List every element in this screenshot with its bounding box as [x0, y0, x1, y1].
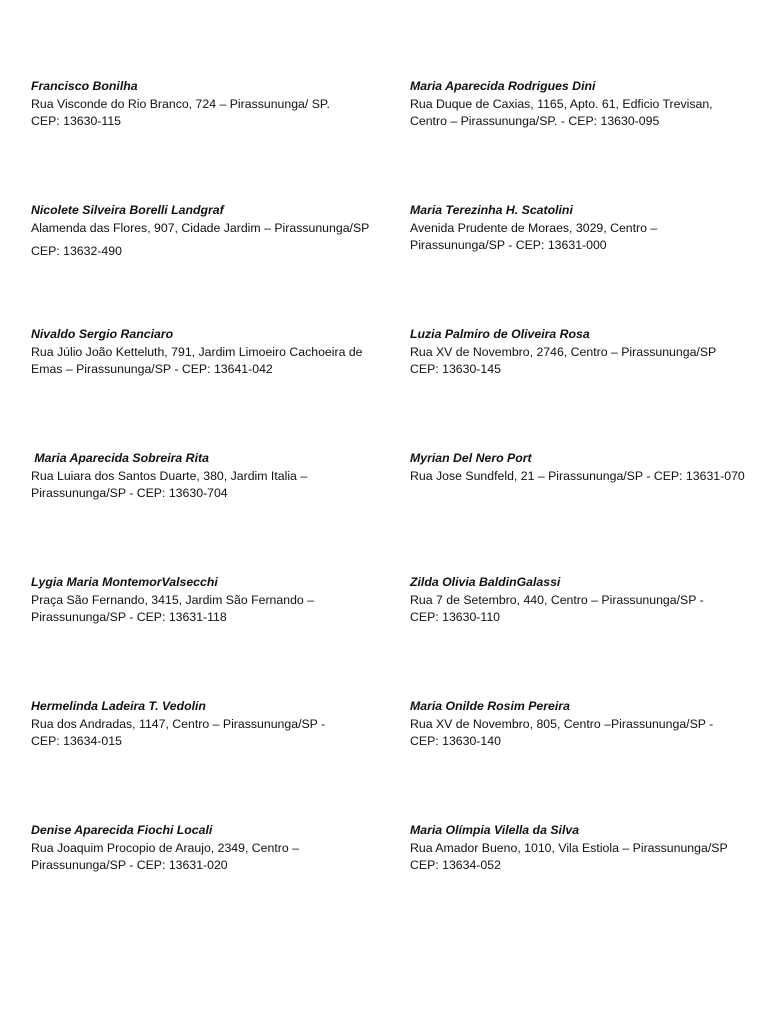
- address-entry: [410, 202, 657, 255]
- address-entry: [410, 698, 713, 751]
- entry-address-line: Centro – Pirassununga/SP. - CEP: 13630-095: [410, 114, 660, 128]
- address-entry: [410, 326, 716, 379]
- address-entry: [31, 450, 307, 503]
- address-entry: [31, 698, 325, 751]
- entry-address-line: Rua XV de Novembro, 805, Centro –Pirassununga/SP -: [410, 716, 714, 731]
- entry-name: Maria Onilde Rosim Pereira: [410, 699, 570, 713]
- address-entry: [410, 822, 728, 875]
- entry-address-line: Rua Duque de Caxias, 1165, Apto. 61, Edficio Trevisan,: [410, 96, 713, 111]
- entry-address-line: CEP: 13630-115: [31, 114, 122, 128]
- entry-name: Nivaldo Sergio Ranciaro: [31, 327, 174, 341]
- address-entry: [31, 78, 330, 131]
- entry-address-line: Rua Luiara dos Santos Duarte, 380, Jardim Italia –: [31, 468, 308, 483]
- address-entry: [31, 822, 299, 875]
- entry-address-line: Emas – Pirassununga/SP - CEP: 13641-042: [31, 362, 273, 376]
- address-entry: [31, 574, 314, 627]
- address-entry: [31, 326, 363, 379]
- entry-name: Maria Aparecida Rodrigues Dini: [410, 79, 596, 93]
- entry-name: Maria Aparecida Sobreira Rita: [31, 451, 209, 465]
- entry-name: Nicolete Silveira Borelli Landgraf: [31, 203, 224, 217]
- entry-address-line: CEP: 13632-490: [31, 244, 122, 258]
- entry-address-line: Pirassununga/SP - CEP: 13630-704: [31, 486, 228, 500]
- entry-address-line: Rua dos Andradas, 1147, Centro – Pirassununga/SP -: [31, 716, 326, 731]
- entry-address-line: Rua Júlio João Ketteluth, 791, Jardim Limoeiro Cachoeira de: [31, 344, 363, 359]
- entry-name: Denise Aparecida Fiochi Locali: [31, 823, 213, 837]
- entry-address-line: CEP: 13630-145: [410, 362, 501, 376]
- entry-name: Francisco Bonilha: [31, 79, 138, 93]
- entry-address-line: Pirassununga/SP - CEP: 13631-000: [410, 238, 607, 252]
- entry-address-line: Praça São Fernando, 3415, Jardim São Fernando –: [31, 592, 315, 607]
- address-entry: [410, 450, 745, 485]
- entry-name: Hermelinda Ladeira T. Vedolin: [31, 699, 206, 713]
- entry-name: Maria Terezinha H. Scatolini: [410, 203, 573, 217]
- address-entry: [410, 574, 704, 627]
- entry-address-line: Pirassununga/SP - CEP: 13631-020: [31, 858, 228, 872]
- entry-address-line: CEP: 13630-110: [410, 610, 501, 624]
- entry-name: Lygia Maria MontemorValsecchi: [31, 575, 218, 589]
- entry-address-line: Rua Joaquim Procopio de Araujo, 2349, Centro –: [31, 840, 299, 855]
- address-entry: [31, 202, 369, 261]
- entry-address-line: Rua 7 de Setembro, 440, Centro – Pirassununga/SP -: [410, 592, 704, 607]
- entry-address-line: CEP: 13634-052: [410, 858, 501, 872]
- entry-name: Zilda Olivia BaldinGalassi: [410, 575, 561, 589]
- entry-address-line: Rua Visconde do Rio Branco, 724 – Pirassununga/ SP.: [31, 96, 330, 111]
- entry-address-line: Avenida Prudente de Moraes, 3029, Centro –: [410, 220, 658, 235]
- entry-address-line: Rua Jose Sundfeld, 21 – Pirassununga/SP - CEP: 13631-070: [410, 468, 745, 483]
- entry-address-line: Pirassununga/SP - CEP: 13631-118: [31, 610, 227, 624]
- entry-name: Luzia Palmiro de Oliveira Rosa: [410, 327, 590, 341]
- entry-name: Myrian Del Nero Port: [410, 451, 532, 465]
- entry-name: Maria Olímpia Vilella da Silva: [410, 823, 580, 837]
- address-entry: [410, 78, 713, 131]
- entry-address-line: CEP: 13634-015: [31, 734, 122, 748]
- entry-address-line: Rua Amador Bueno, 1010, Vila Estiola – Pirassununga/SP: [410, 840, 728, 855]
- entry-address-line: Rua XV de Novembro, 2746, Centro – Pirassununga/SP: [410, 344, 717, 359]
- entry-address-line: Alamenda das Flores, 907, Cidade Jardim – Pirassununga/SP: [31, 220, 370, 235]
- entry-address-line: CEP: 13630-140: [410, 734, 501, 748]
